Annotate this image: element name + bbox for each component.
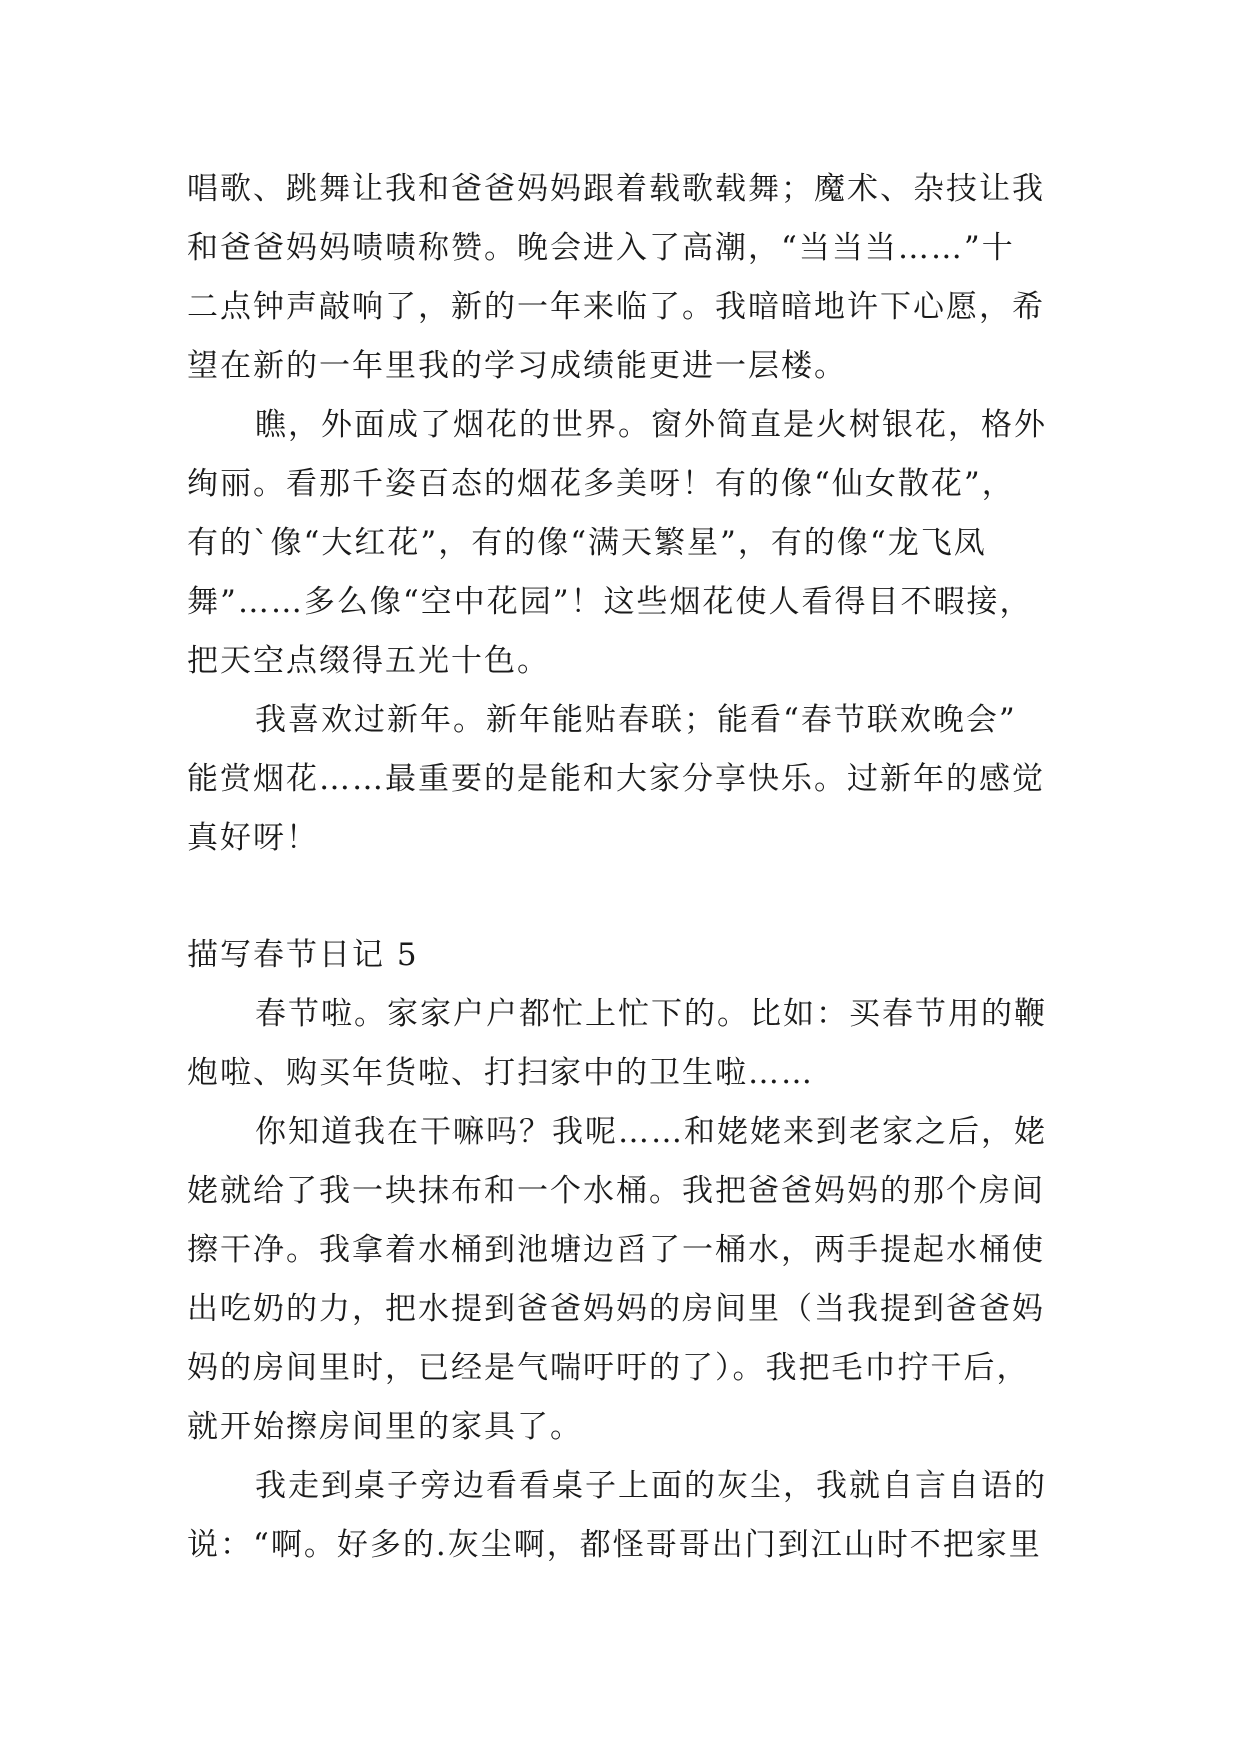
text-line: 擦干净。我拿着水桶到池塘边舀了一桶水，两手提起水桶使 [187,1232,1045,1268]
paragraph-2 [187,396,1049,691]
text-line: 瞧，外面成了烟花的世界。窗外简直是火树银花，格外 [255,407,1047,443]
text-line: 姥就给了我一块抹布和一个水桶。我把爸爸妈妈的那个房间 [187,1173,1045,1209]
text-line: 我走到桌子旁边看看桌子上面的灰尘，我就自言自语的 [255,1468,1047,1504]
text-line: 有的`像“大红花”，有的像“满天繁星”，有的像“龙飞凤 [187,525,987,561]
text-line: 妈的房间里时，已经是气喘吁吁的了）。我把毛巾拧干后， [187,1350,1030,1386]
text-line: 你知道我在干嘛吗？我呢……和姥姥来到老家之后，姥 [255,1114,1047,1150]
paragraph-3 [187,691,1049,868]
text-line: 我喜欢过新年。新年能贴春联；能看“春节联欢晚会” [255,702,1017,738]
text-line: 二点钟声敲响了，新的一年来临了。我暗暗地许下心愿，希 [187,289,1045,325]
text-line: 唱歌、跳舞让我和爸爸妈妈跟着载歌载舞；魔术、杂技让我 [187,171,1045,207]
paragraph-4 [187,985,1049,1103]
paragraph-1 [187,160,1049,396]
paragraph-6 [187,1457,1049,1575]
text-line: 出吃奶的力，把水提到爸爸妈妈的房间里（当我提到爸爸妈 [187,1291,1045,1327]
section-title: 描写春节日记 5 [187,937,419,973]
paragraph-5 [187,1103,1049,1457]
text-line: 把天空点缀得五光十色。 [187,643,550,679]
text-line: 炮啦、购买年货啦、打扫家中的卫生啦…… [187,1055,814,1091]
text-line: 说：“啊。好多的.灰尘啊，都怪哥哥出门到江山时不把家里 [187,1527,1042,1563]
text-line: 春节啦。家家户户都忙上忙下的。比如：买春节用的鞭 [255,996,1047,1032]
text-line: 舞”……多么像“空中花园”！这些烟花使人看得目不暇接， [187,584,1033,620]
text-line: 和爸爸妈妈啧啧称赞。晚会进入了高潮，“当当当……”十 [187,230,1015,266]
text-line: 绚丽。看那千姿百态的烟花多美呀！有的像“仙女散花”， [187,466,1015,502]
text-line: 能赏烟花……最重要的是能和大家分享快乐。过新年的感觉 [187,761,1045,797]
text-line: 真好呀！ [187,820,319,856]
text-line: 望在新的一年里我的学习成绩能更进一层楼。 [187,348,847,384]
document-body [187,160,1049,1575]
text-line: 就开始擦房间里的家具了。 [187,1409,583,1445]
